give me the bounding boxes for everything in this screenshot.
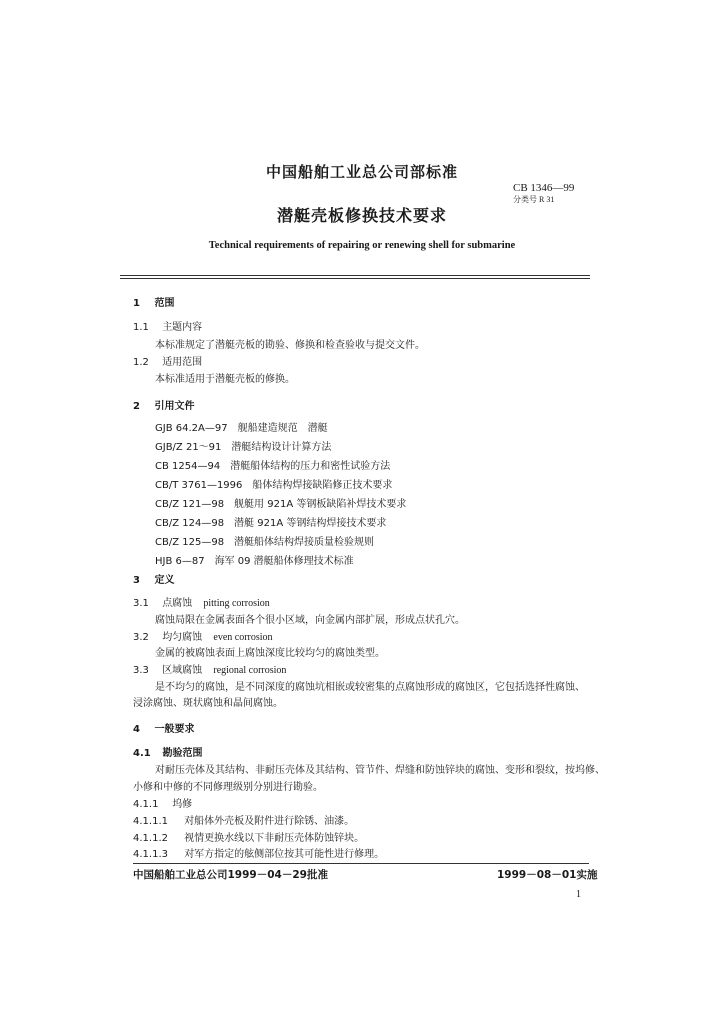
section-1-1-text: 本标准规定了潜艇壳板的勘验、修换和检查验收与提交文件。 [155,340,425,351]
reference-item: CB/Z 125—98 潜艇船体结构焊接质量检验规则 [155,537,375,548]
section-2-heading [133,400,194,414]
definition-3-1-heading [133,597,270,611]
section-number: 4.1 [133,748,151,759]
section-number: 4.1.1.3 [133,849,168,860]
section-1-2-text: 本标准适用于潜艇壳板的修换。 [155,374,295,385]
effective-date: 1999－08－01实施 [497,869,598,881]
section-4-1-heading [133,747,202,761]
definition-3-3-text-line-2: 浸涂腐蚀、斑状腐蚀和晶间腐蚀。 [133,698,283,709]
section-4-1-text-line-2: 小修和中修的不同修理级别分别进行勘验。 [133,782,323,793]
document-title-english: Technical requirements of repairing or renewing shell for submarine [208,240,516,251]
footer-rule [133,863,589,864]
section-4-1-1-1 [133,815,354,829]
section-1-1-heading [133,321,202,335]
definition-term: 点腐蚀 [162,598,193,609]
section-title: 勘验范围 [162,748,203,759]
section-title: 范围 [154,298,175,309]
section-number: 1.1 [133,322,149,333]
section-title: 定义 [154,575,175,586]
section-number: 4.1.1.1 [133,816,168,827]
section-text: 对军方指定的舷侧部位按其可能性进行修理。 [184,849,385,860]
section-number: 3.1 [133,598,149,609]
section-number: 3.3 [133,665,149,676]
approval-statement: 中国船舶工业总公司1999－04－29批准 [133,869,328,881]
definition-3-3-heading [133,664,286,678]
section-number: 1 [133,298,140,309]
reference-item: GJB/Z 21～91 潜艇结构设计计算方法 [155,442,332,453]
section-title: 一般要求 [154,724,195,735]
reference-item: CB/T 3761—1996 船体结构焊接缺陷修正技术要求 [155,480,393,491]
section-text: 对船体外壳板及附件进行除锈、油漆。 [184,816,355,827]
title-rule-bottom [120,278,590,279]
standard-code: CB 1346—99 [513,182,575,194]
section-4-1-text-line-1: 对耐压壳体及其结构、非耐压壳体及其结构、管节件、焊缝和防蚀锌块的腐蚀、变形和裂纹，按坞修、 [155,765,605,776]
definition-term: 均匀腐蚀 [162,632,203,643]
section-number: 4.1.1 [133,799,159,810]
definition-3-2-heading [133,631,273,645]
section-1-heading [133,297,174,311]
section-title: 主题内容 [162,322,203,333]
section-4-1-1-2 [133,832,364,846]
definition-3-3-text-line-1: 是不均匀的腐蚀，是不同深度的腐蚀坑相嵌或较密集的点腐蚀形成的腐蚀区，它包括选择性腐蚀、 [155,682,585,693]
section-1-2-heading [133,356,202,370]
title-rule-top [120,275,590,276]
reference-item: HJB 6—87 海军 09 潜艇船体修理技术标准 [155,556,354,567]
section-number: 3 [133,575,140,586]
section-number: 1.2 [133,357,149,368]
section-3-heading [133,574,174,588]
definition-3-1-text: 腐蚀局限在金属表面各个很小区域，向金属内部扩展，形成点状孔穴。 [155,615,465,626]
section-number: 4.1.1.2 [133,833,168,844]
reference-item: CB 1254—94 潜艇船体结构的压力和密性试验方法 [155,461,391,472]
reference-item: CB/Z 124—98 潜艇 921A 等钢结构焊接技术要求 [155,518,387,529]
section-4-heading [133,723,194,737]
definition-term-english: regional corrosion [213,665,287,676]
reference-item: CB/Z 121—98 舰艇用 921A 等钢板缺陷补焊技术要求 [155,499,407,510]
document-title: 潜艇壳板修换技术要求 [276,206,447,225]
section-number: 2 [133,401,140,412]
definition-3-2-text: 金属的被腐蚀表面上腐蚀深度比较均匀的腐蚀类型。 [155,648,385,659]
section-title: 坞修 [172,799,193,810]
section-title: 适用范围 [162,357,203,368]
reference-item: GJB 64.2A—97 舰船建造规范 潜艇 [155,423,328,434]
definition-term: 区域腐蚀 [162,665,203,676]
definition-term-english: pitting corrosion [203,598,270,609]
page-number: 1 [576,889,581,900]
issuing-organization: 中国船舶工业总公司部标准 [265,163,458,181]
classification-number: 分类号 R 31 [513,195,555,204]
section-text: 视情更换水线以下非耐压壳体防蚀锌块。 [184,833,365,844]
definition-term-english: even corrosion [213,632,273,643]
section-4-1-1-3 [133,848,384,862]
section-4-1-1-heading [133,798,192,812]
section-title: 引用文件 [154,401,195,412]
section-number: 4 [133,724,140,735]
section-number: 3.2 [133,632,149,643]
